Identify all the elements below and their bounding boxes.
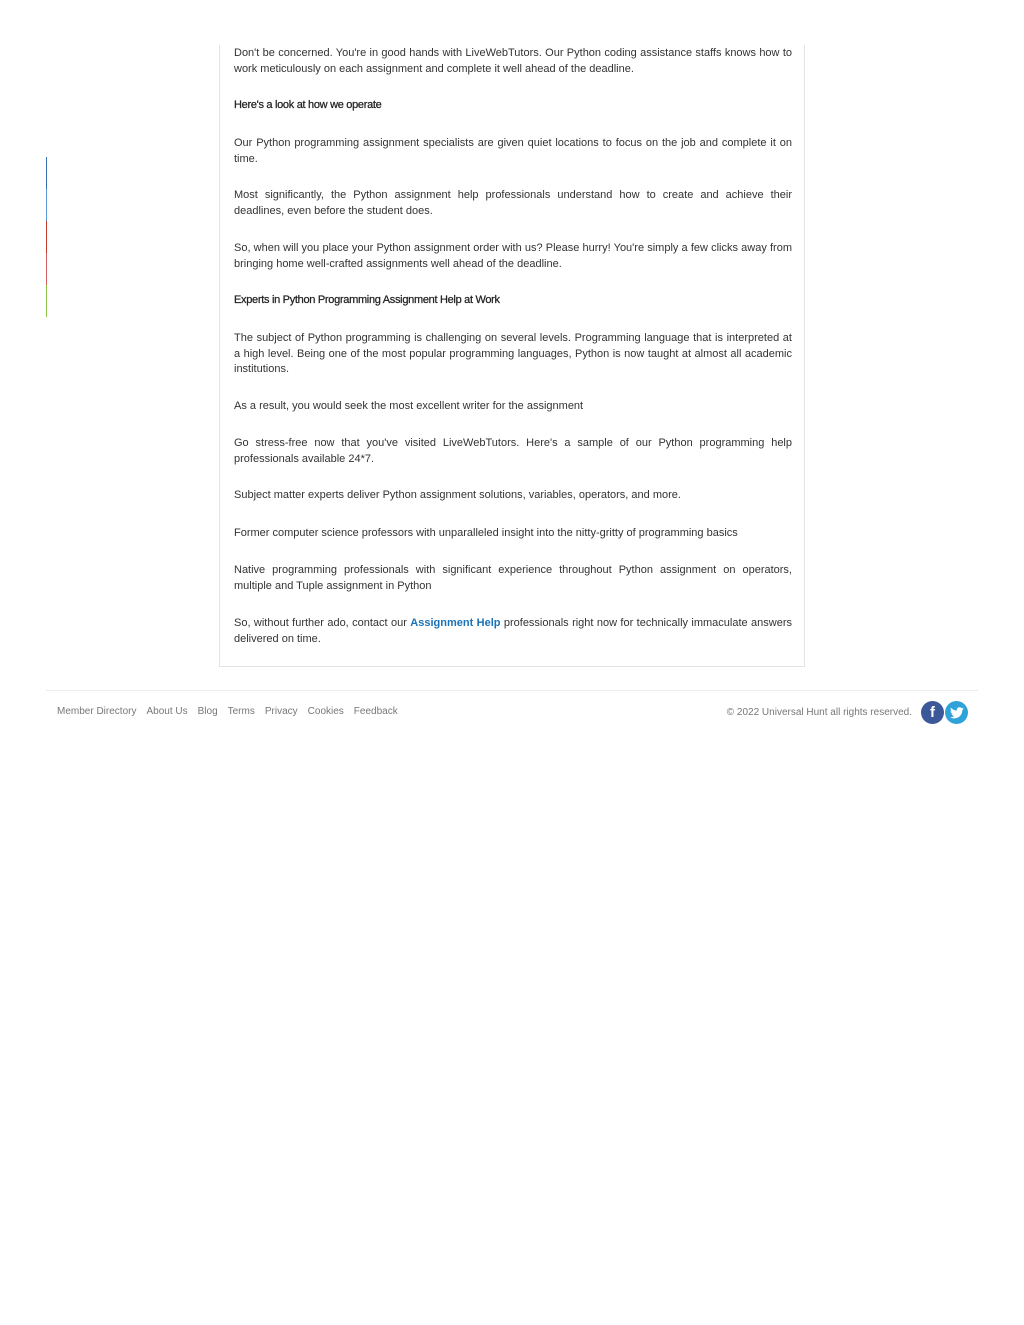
article-paragraph: Former computer science professors with unparalleled insight into the nitty-gritty of programming basics (234, 527, 738, 539)
accent-segment (46, 285, 47, 317)
twitter-icon[interactable] (945, 701, 968, 724)
facebook-glyph: f (930, 704, 935, 721)
footer-nav (57, 706, 408, 717)
footer-link-cookies[interactable]: Cookies (307, 706, 344, 717)
footer-link-terms[interactable]: Terms (227, 706, 255, 717)
accent-segment (46, 157, 47, 189)
article-paragraph: Our Python programming assignment specialists are given quiet locations to focus on the job and complete it on time. (234, 137, 792, 165)
footer-divider (46, 690, 978, 691)
article-card (219, 45, 805, 667)
article-paragraph: Most significantly, the Python assignment help professionals understand how to create and achieve their deadlines, even before the student does. (234, 189, 792, 217)
cta-text-before: So, without further ado, contact our (234, 617, 411, 629)
twitter-bird-icon (950, 707, 964, 719)
accent-segment (46, 221, 47, 253)
article-paragraph: Don't be concerned. You're in good hands with LiveWebTutors. Our Python coding assistance staffs knows how to work meticulously on each assignment and complete it well ahead of the deadline. (234, 47, 792, 75)
article-paragraph: Native programming professionals with significant experience throughout Python assignment on operators, multiple and Tuple assignment in Python (234, 564, 792, 592)
article-paragraph: The subject of Python programming is challenging on several levels. Programming language that is interpreted at a high level. Being one of the most popular programming languages, Python is now taught at almost all academic institutions. (234, 332, 792, 375)
sidebar-accent-bar (46, 157, 47, 318)
article-paragraph: So, when will you place your Python assignment order with us? Please hurry! You're simply a few clicks away from bringing home well-crafted assignments well ahead of the deadline. (234, 242, 792, 270)
accent-segment (46, 253, 47, 285)
footer-link-blog[interactable]: Blog (197, 706, 218, 717)
article-subheading: Here's a look at how we operate (234, 99, 382, 111)
article-paragraph: Subject matter experts deliver Python assignment solutions, variables, operators, and more. (234, 489, 681, 501)
accent-segment (46, 189, 47, 221)
article-subheading: Experts in Python Programming Assignment Help at Work (234, 294, 500, 306)
footer-link-privacy[interactable]: Privacy (264, 706, 298, 717)
article-paragraph: Go stress-free now that you've visited LiveWebTutors. Here's a sample of our Python programming help professionals available 24*7. (234, 437, 792, 465)
copyright-text: © 2022 Universal Hunt all rights reserved. (726, 707, 912, 718)
article-paragraph-cta (234, 616, 792, 647)
footer-link-about-us[interactable]: About Us (146, 706, 188, 717)
article-paragraph: As a result, you would seek the most excellent writer for the assignment (234, 400, 584, 412)
footer-link-feedback[interactable]: Feedback (353, 706, 398, 717)
assignment-help-link[interactable]: Assignment Help (410, 617, 501, 629)
facebook-icon[interactable] (921, 701, 944, 724)
footer-link-member-directory[interactable]: Member Directory (57, 706, 137, 717)
cta-text-after: professionals right now for technically immaculate answers delivered on time. (234, 617, 792, 645)
